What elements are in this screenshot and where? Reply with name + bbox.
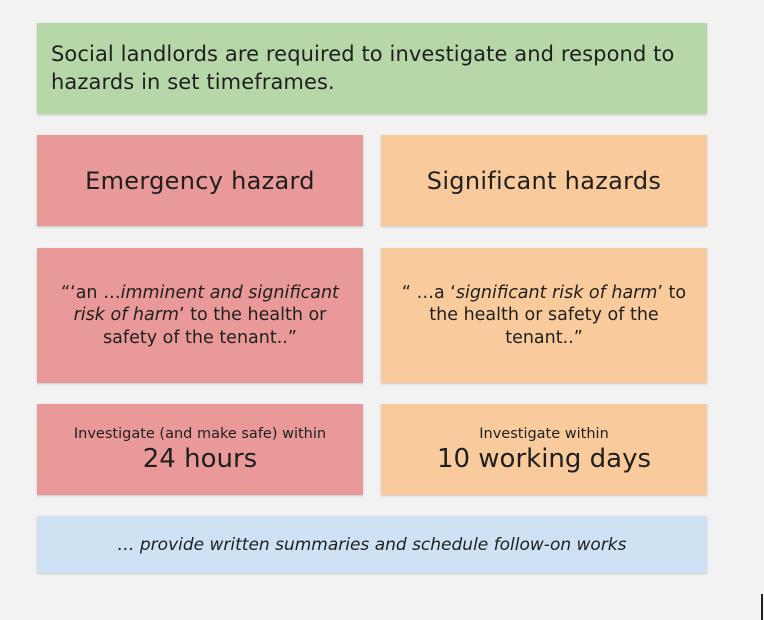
significant-quote-suffix: ’ to the health or safety of the tenant..” [429, 282, 687, 348]
emergency-timeframe-caption: Investigate (and make safe) within [73, 425, 327, 442]
footer-note: … provide written summaries and schedule follow-on works [117, 534, 627, 555]
emergency-definition-box [37, 248, 363, 383]
significant-timeframe-value: 10 working days [436, 443, 652, 474]
emergency-definition-quote [47, 282, 353, 350]
significant-quote-emphasis: significant risk of harm [455, 282, 658, 303]
emergency-timeframe-box [37, 404, 363, 495]
significant-definition-box [381, 248, 707, 383]
significant-quote-prefix: “ …a ‘ [401, 282, 456, 303]
significant-timeframe-box [381, 404, 707, 495]
significant-timeframe-caption: Investigate within [479, 425, 609, 442]
emergency-hazard-heading: Emergency hazard [85, 166, 315, 195]
emergency-quote-emphasis: imminent and significant risk of harm [73, 282, 339, 326]
summary-banner-text: Social landlords are required to investigate and respond to hazards in set timeframes. [51, 42, 675, 94]
emergency-quote-suffix: ’ to the health or safety of the tenant..” [103, 305, 327, 348]
emergency-hazard-heading-box [37, 135, 363, 226]
significant-hazards-heading: Significant hazards [426, 166, 662, 195]
emergency-quote-prefix: “‘an … [61, 282, 121, 303]
text-cursor-mark [761, 594, 763, 620]
summary-banner [37, 23, 707, 114]
emergency-timeframe-value: 24 hours [142, 443, 258, 474]
footer-note-box [37, 516, 707, 573]
significant-hazards-heading-box [381, 135, 707, 226]
significant-definition-quote [391, 282, 697, 350]
